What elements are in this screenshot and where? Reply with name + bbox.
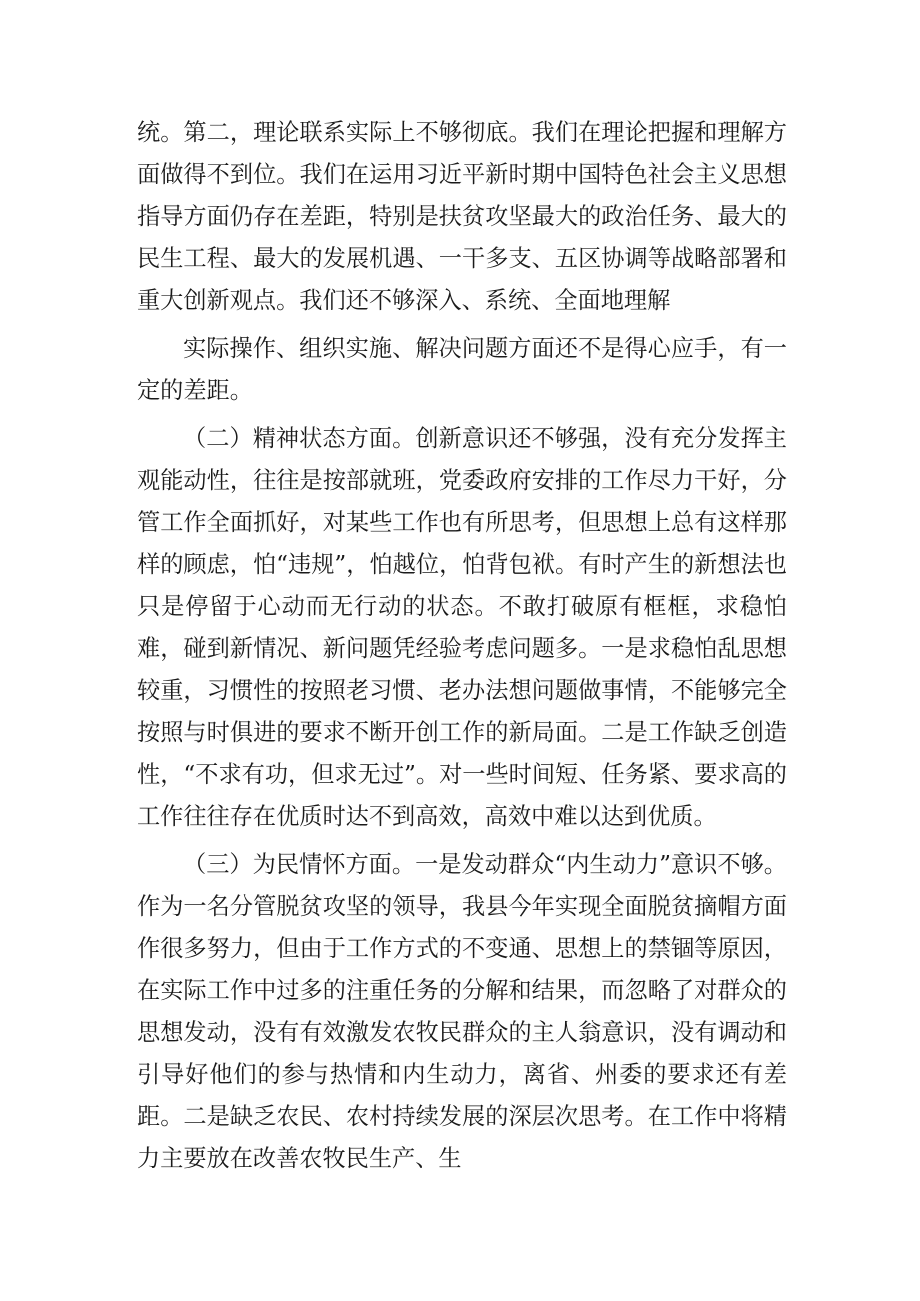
document-body: [137, 112, 787, 1186]
paragraph-4: （三）为民情怀方面。一是发动群众“内生动力”意识不够。作为一名分管脱贫攻坚的领导，我县今年实现全面脱贫摘帽方面作很多努力，但由于工作方式的不变通、思想上的禁锢等原因，在实际工作中过多的注重任务的分解和结果，而忽略了对群众的思想发动，没有有效激发农牧民群众的主人翁意识，没有调动和引导好他们的参与热情和内生动力，离省、州委的要求还有差距。二是缺乏农民、农村持续发展的深层次思考。在工作中将精力主要放在改善农牧民生产、生: [137, 851, 787, 1172]
paragraph-2: 实际操作、组织实施、解决问题方面还不是得心应手，有一定的差距。: [137, 335, 787, 404]
paragraph-3: （二）精神状态方面。创新意识还不够强，没有充分发挥主观能动性，往往是按部就班，党委政府安排的工作尽力干好，分管工作全面抓好，对某些工作也有所思考，但思想上总有这样那样的顾虑，怕“违规”，怕越位，怕背包袱。有时产生的新想法也只是停留于心动而无行动的状态。不敢打破原有框框，求稳怕难，碰到新情况、新问题凭经验考虑问题多。一是求稳怕乱思想较重，习惯性的按照老习惯、老办法想问题做事情，不能够完全按照与时俱进的要求不断开创工作的新局面。二是工作缺乏创造性，“不求有功，但求无过”。对一些时间短、任务紧、要求高的工作往往存在优质时达不到高效，高效中难以达到优质。: [137, 425, 787, 830]
paragraph-1: 统。第二，理论联系实际上不够彻底。我们在理论把握和理解方面做得不到位。我们在运用习近平新时期中国特色社会主义思想指导方面仍存在差距，特别是扶贫攻坚最大的政治任务、最大的民生工程、最大的发展机遇、一干多支、五区协调等战略部署和重大创新观点。我们还不够深入、系统、全面地理解: [137, 119, 787, 314]
